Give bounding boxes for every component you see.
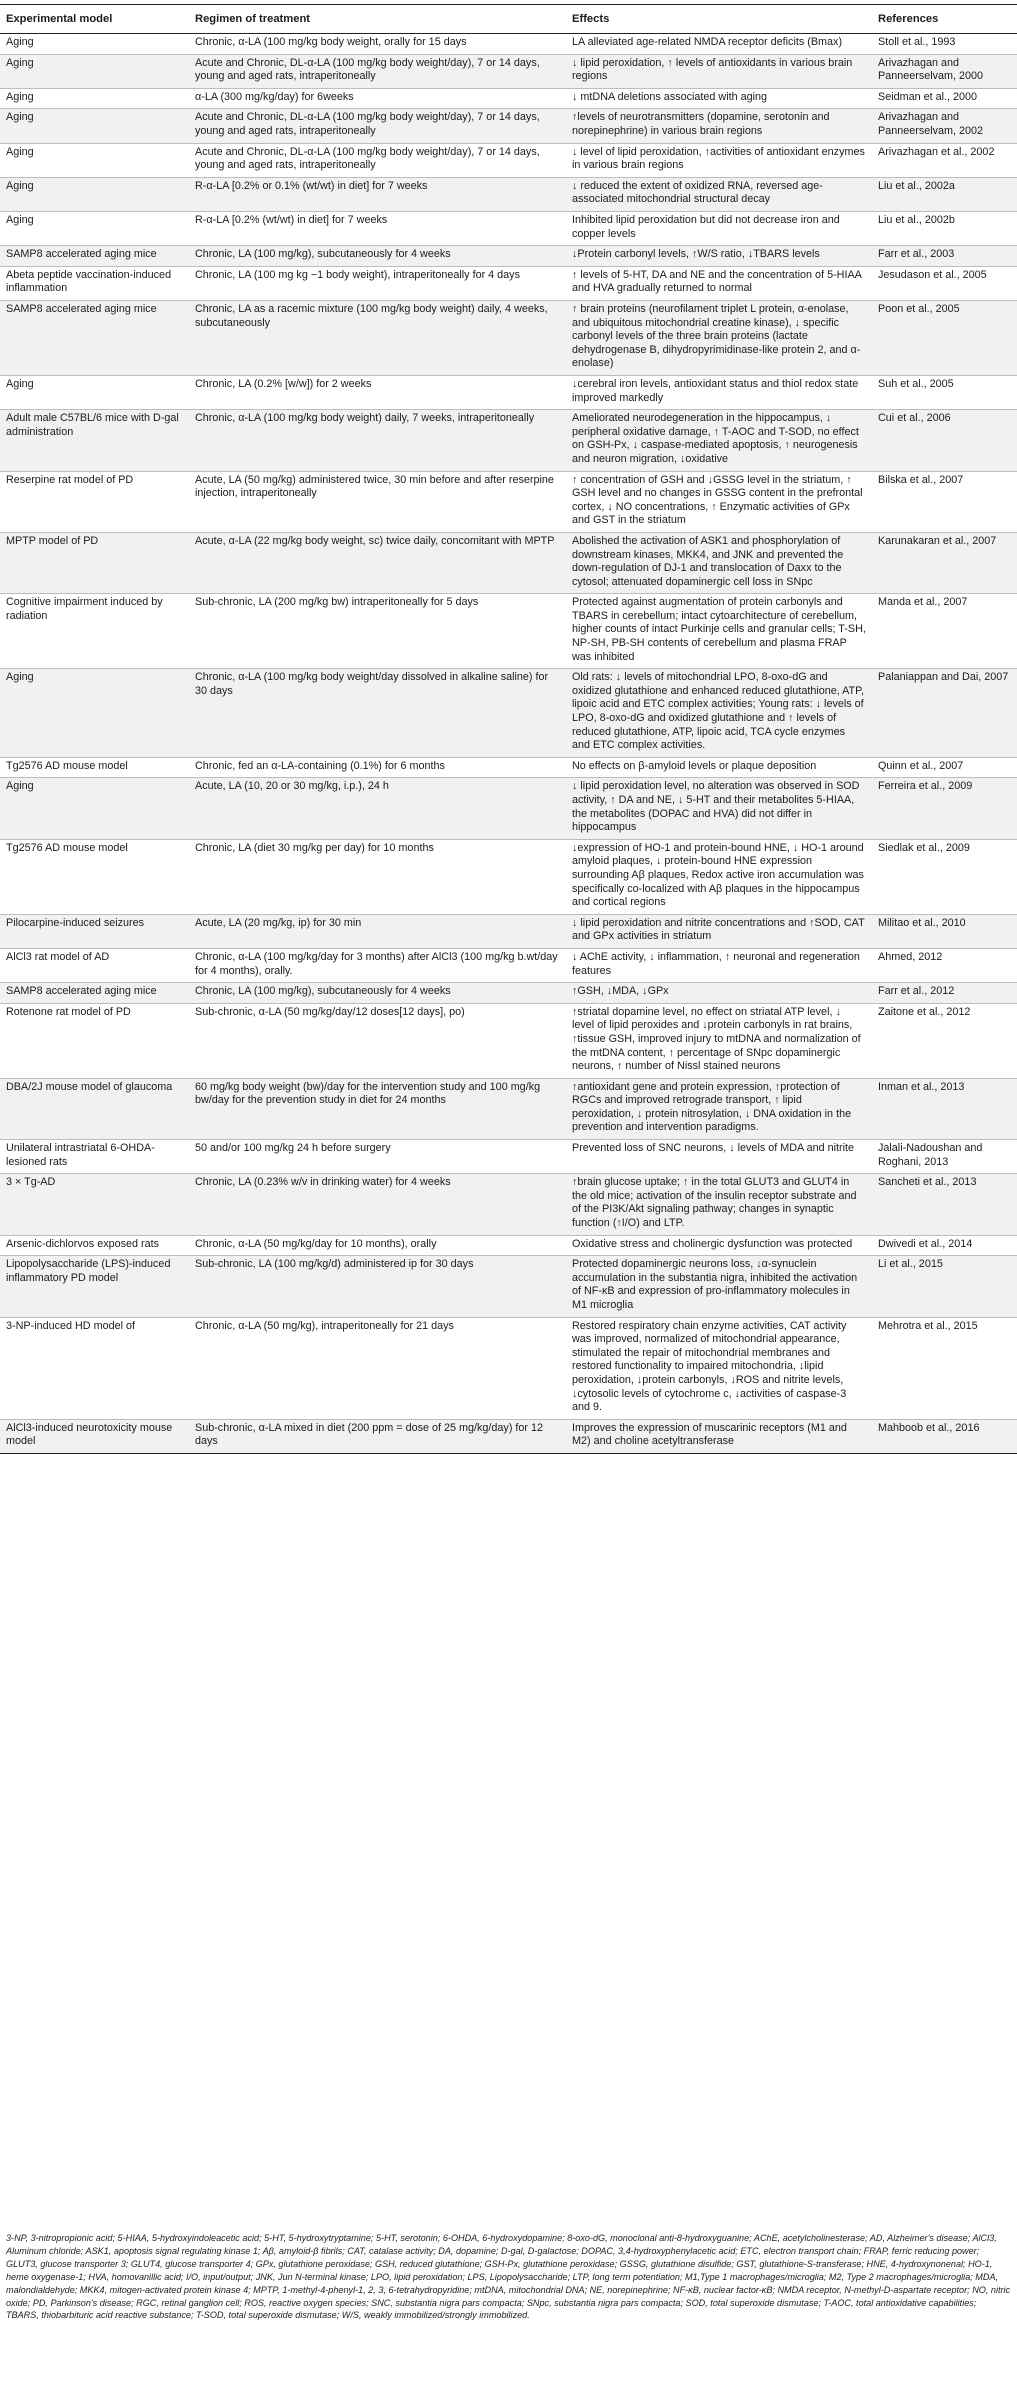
cell-experimental-model: Aging: [0, 177, 189, 211]
cell-experimental-model: Tg2576 AD mouse model: [0, 839, 189, 914]
cell-reference: Ahmed, 2012: [872, 948, 1017, 982]
cell-regimen: Sub-chronic, α-LA mixed in diet (200 ppm = dose of 25 mg/kg/day) for 12 days: [189, 1419, 566, 1453]
table-row: [0, 1003, 1017, 1078]
cell-experimental-model: Aging: [0, 34, 189, 55]
cell-regimen: Chronic, LA (0.2% [w/w]) for 2 weeks: [189, 375, 566, 409]
header-regimen-of-treatment: Regimen of treatment: [189, 5, 566, 34]
cell-effects: ↓cerebral iron levels, antioxidant status and thiol redox state improved markedly: [566, 375, 872, 409]
cell-reference: Inman et al., 2013: [872, 1078, 1017, 1139]
cell-experimental-model: Aging: [0, 54, 189, 88]
cell-effects: ↓ mtDNA deletions associated with aging: [566, 88, 872, 109]
cell-experimental-model: 3 × Tg-AD: [0, 1174, 189, 1235]
cell-effects: ↑striatal dopamine level, no effect on striatal ATP level, ↓ level of lipid peroxides and ↓protein carbonyls in rat brains, ↑tissue GSH, improved injury to mtDNA and normalization of the mtDNA content, ↑ percentage of SNpc dopaminergic neurons, ↑ number of Nissl stained neurons: [566, 1003, 872, 1078]
cell-reference: Dwivedi et al., 2014: [872, 1235, 1017, 1256]
cell-effects: ↑GSH, ↓MDA, ↓GPx: [566, 983, 872, 1004]
data-table: [0, 4, 1017, 1454]
cell-reference: Cui et al., 2006: [872, 410, 1017, 471]
cell-experimental-model: SAMP8 accelerated aging mice: [0, 246, 189, 267]
cell-regimen: Chronic, LA (diet 30 mg/kg per day) for 10 months: [189, 839, 566, 914]
cell-effects: ↑antioxidant gene and protein expression, ↑protection of RGCs and improved retrograde transport, ↑ lipid peroxidation, ↓ protein nitrosylation, ↓ DNA oxidation in the prevention and intervention paradigms.: [566, 1078, 872, 1139]
cell-regimen: R-α-LA [0.2% or 0.1% (wt/wt) in diet] for 7 weeks: [189, 177, 566, 211]
cell-regimen: Chronic, LA as a racemic mixture (100 mg/kg body weight) daily, 4 weeks, subcutaneously: [189, 301, 566, 376]
cell-experimental-model: Rotenone rat model of PD: [0, 1003, 189, 1078]
cell-reference: Jesudason et al., 2005: [872, 266, 1017, 300]
cell-regimen: R-α-LA [0.2% (wt/wt) in diet] for 7 weeks: [189, 212, 566, 246]
cell-reference: Liu et al., 2002b: [872, 212, 1017, 246]
cell-regimen: Acute and Chronic, DL-α-LA (100 mg/kg body weight/day), 7 or 14 days, young and aged rats, intraperitoneally: [189, 109, 566, 143]
table-row: [0, 983, 1017, 1004]
table-row: [0, 1174, 1017, 1235]
table-row: [0, 177, 1017, 211]
table-row: [0, 1317, 1017, 1419]
cell-experimental-model: Pilocarpine-induced seizures: [0, 914, 189, 948]
table-body: [0, 34, 1017, 1454]
cell-regimen: Chronic, fed an α-LA-containing (0.1%) for 6 months: [189, 757, 566, 778]
cell-experimental-model: AlCl3-induced neurotoxicity mouse model: [0, 1419, 189, 1453]
cell-experimental-model: SAMP8 accelerated aging mice: [0, 983, 189, 1004]
cell-experimental-model: Lipopolysaccharide (LPS)-induced inflammatory PD model: [0, 1256, 189, 1317]
cell-experimental-model: DBA/2J mouse model of glaucoma: [0, 1078, 189, 1139]
cell-regimen: Chronic, α-LA (50 mg/kg/day for 10 months), orally: [189, 1235, 566, 1256]
table-row: [0, 143, 1017, 177]
cell-effects: ↑brain glucose uptake; ↑ in the total GLUT3 and GLUT4 in the old mice; activation of the insulin receptor substrate and of the PI3K/Akt signaling pathway; changes in synaptic function (↑I/O) and LTP.: [566, 1174, 872, 1235]
table-row: [0, 839, 1017, 914]
cell-effects: Protected against augmentation of protein carbonyls and TBARS in cerebellum; intact cytoarchitecture of cerebellum, higher counts of intact Purkinje cells and granular cells; T-SH, NP-SH, PB-SH contents of cerebellum and plasma FRAP was inhibited: [566, 594, 872, 669]
cell-regimen: Chronic, LA (100 mg/kg), subcutaneously for 4 weeks: [189, 246, 566, 267]
cell-regimen: Acute, LA (20 mg/kg, ip) for 30 min: [189, 914, 566, 948]
cell-effects: ↓expression of HO-1 and protein-bound HNE, ↓ HO-1 around amyloid plaques, ↓ protein-bound HNE expression surrounding Aβ plaques, Redox active iron accumulation was specifically co-localized with Aβ plaques in the hippocampus and cortical regions: [566, 839, 872, 914]
table-row: [0, 301, 1017, 376]
table-row: [0, 212, 1017, 246]
cell-regimen: Acute, LA (10, 20 or 30 mg/kg, i.p.), 24 h: [189, 778, 566, 839]
cell-effects: ↑ concentration of GSH and ↓GSSG level in the striatum, ↑ GSH level and no changes in GSSG content in the prefrontal cortex, ↓ NO concentrations, ↑ Enzymatic activities of GPx and GST in the striatum: [566, 471, 872, 532]
cell-experimental-model: Abeta peptide vaccination-induced inflammation: [0, 266, 189, 300]
cell-effects: Improves the expression of muscarinic receptors (M1 and M2) and choline acetyltransferase: [566, 1419, 872, 1453]
cell-experimental-model: Aging: [0, 109, 189, 143]
cell-regimen: Chronic, α-LA (100 mg/kg body weight, orally for 15 days: [189, 34, 566, 55]
cell-experimental-model: Aging: [0, 212, 189, 246]
table-row: [0, 410, 1017, 471]
cell-effects: ↑ brain proteins (neurofilament triplet L protein, α-enolase, and ubiquitous mitochondrial creatine kinase), ↓ specific carbonyl levels of the three brain proteins (lactate dehydrogenase B, dihydropyrimidinase-like protein 2, and α-enolase): [566, 301, 872, 376]
cell-reference: Sancheti et al., 2013: [872, 1174, 1017, 1235]
cell-experimental-model: Aging: [0, 669, 189, 758]
cell-reference: Arivazhagan et al., 2002: [872, 143, 1017, 177]
cell-reference: Seidman et al., 2000: [872, 88, 1017, 109]
cell-regimen: Chronic, LA (100 mg/kg), subcutaneously for 4 weeks: [189, 983, 566, 1004]
cell-experimental-model: AlCl3 rat model of AD: [0, 948, 189, 982]
cell-experimental-model: Aging: [0, 88, 189, 109]
cell-regimen: Chronic, α-LA (100 mg/kg/day for 3 months) after AlCl3 (100 mg/kg b.wt/day for 4 months), orally.: [189, 948, 566, 982]
table-row: [0, 1419, 1017, 1453]
cell-effects: LA alleviated age-related NMDA receptor deficits (Bmax): [566, 34, 872, 55]
cell-regimen: α-LA (300 mg/kg/day) for 6weeks: [189, 88, 566, 109]
table-row: [0, 246, 1017, 267]
cell-regimen: Chronic, α-LA (100 mg/kg body weight/day dissolved in alkaline saline) for 30 days: [189, 669, 566, 758]
cell-regimen: Sub-chronic, LA (100 mg/kg/d) administered ip for 30 days: [189, 1256, 566, 1317]
cell-experimental-model: Unilateral intrastriatal 6-OHDA-lesioned rats: [0, 1140, 189, 1174]
cell-reference: Poon et al., 2005: [872, 301, 1017, 376]
cell-experimental-model: Arsenic-dichlorvos exposed rats: [0, 1235, 189, 1256]
cell-regimen: 60 mg/kg body weight (bw)/day for the intervention study and 100 mg/kg bw/day for the prevention study in diet for 24 months: [189, 1078, 566, 1139]
cell-regimen: Sub-chronic, LA (200 mg/kg bw) intraperitoneally for 5 days: [189, 594, 566, 669]
cell-effects: ↓ lipid peroxidation level, no alteration was observed in SOD activity, ↑ DA and NE, ↓ 5-HT and their metabolites 5-HIAA, the metabolites (DOPAC and HVA) did not differ in hippocampus: [566, 778, 872, 839]
cell-effects: ↓ reduced the extent of oxidized RNA, reversed age-associated mitochondrial structural decay: [566, 177, 872, 211]
cell-regimen: Chronic, LA (0.23% w/v in drinking water) for 4 weeks: [189, 1174, 566, 1235]
cell-reference: Arivazhagan and Panneerselvam, 2000: [872, 54, 1017, 88]
cell-effects: ↓ AChE activity, ↓ inflammation, ↑ neuronal and regeneration features: [566, 948, 872, 982]
cell-regimen: Sub-chronic, α-LA (50 mg/kg/day/12 doses[12 days], po): [189, 1003, 566, 1078]
cell-experimental-model: Tg2576 AD mouse model: [0, 757, 189, 778]
cell-effects: ↑ levels of 5-HT, DA and NE and the concentration of 5-HIAA and HVA gradually returned to normal: [566, 266, 872, 300]
table-row: [0, 594, 1017, 669]
cell-reference: Farr et al., 2012: [872, 983, 1017, 1004]
cell-effects: ↓ lipid peroxidation and nitrite concentrations and ↑SOD, CAT and GPx activities in striatum: [566, 914, 872, 948]
cell-regimen: Acute, LA (50 mg/kg) administered twice, 30 min before and after reserpine injection, intraperitoneally: [189, 471, 566, 532]
cell-experimental-model: Aging: [0, 143, 189, 177]
cell-effects: Abolished the activation of ASK1 and phosphorylation of downstream kinases, MKK4, and JNK and prevented the down-regulation of DJ-1 and translocation of Daxx to the cytosol; attenuated dopaminergic cell loss in SNpc: [566, 532, 872, 593]
cell-reference: Mehrotra et al., 2015: [872, 1317, 1017, 1419]
table-row: [0, 109, 1017, 143]
cell-reference: Stoll et al., 1993: [872, 34, 1017, 55]
cell-reference: Militao et al., 2010: [872, 914, 1017, 948]
cell-experimental-model: SAMP8 accelerated aging mice: [0, 301, 189, 376]
table-row: [0, 1140, 1017, 1174]
cell-effects: Old rats: ↓ levels of mitochondrial LPO, 8-oxo-dG and oxidized glutathione and enhanced reduced glutathione, ATP, lipoic acid and ETC complex activities; Young rats: ↓ levels of LPO, 8-oxo-dG and oxidized glutathione and ↑ levels of reduced glutathione, ATP, lipoic acid, TCA cycle enzymes and ETC complex activities.: [566, 669, 872, 758]
table-row: [0, 1235, 1017, 1256]
table-row: [0, 757, 1017, 778]
table-row: [0, 471, 1017, 532]
cell-effects: Protected dopaminergic neurons loss, ↓α-synuclein accumulation in the substantia nigra, inhibited the activation of NF-κB and expression of pro-inflammatory molecules in M1 microglia: [566, 1256, 872, 1317]
cell-experimental-model: Aging: [0, 375, 189, 409]
header-experimental-model: Experimental model: [0, 5, 189, 34]
cell-regimen: Acute and Chronic, DL-α-LA (100 mg/kg body weight/day), 7 or 14 days, young and aged rats, intraperitoneally: [189, 143, 566, 177]
cell-experimental-model: Aging: [0, 778, 189, 839]
table-row: [0, 532, 1017, 593]
cell-experimental-model: MPTP model of PD: [0, 532, 189, 593]
cell-experimental-model: Reserpine rat model of PD: [0, 471, 189, 532]
header-references: References: [872, 5, 1017, 34]
cell-experimental-model: Cognitive impairment induced by radiation: [0, 594, 189, 669]
cell-effects: ↓ lipid peroxidation, ↑ levels of antioxidants in various brain regions: [566, 54, 872, 88]
cell-effects: Oxidative stress and cholinergic dysfunction was protected: [566, 1235, 872, 1256]
table-row: [0, 54, 1017, 88]
cell-regimen: Chronic, LA (100 mg kg −1 body weight), intraperitoneally for 4 days: [189, 266, 566, 300]
cell-reference: Bilska et al., 2007: [872, 471, 1017, 532]
cell-regimen: Chronic, α-LA (100 mg/kg body weight) daily, 7 weeks, intraperitoneally: [189, 410, 566, 471]
cell-effects: No effects on β-amyloid levels or plaque deposition: [566, 757, 872, 778]
cell-effects: ↓Protein carbonyl levels, ↑W/S ratio, ↓TBARS levels: [566, 246, 872, 267]
cell-reference: Mahboob et al., 2016: [872, 1419, 1017, 1453]
table-row: [0, 914, 1017, 948]
table-row: [0, 88, 1017, 109]
cell-reference: Arivazhagan and Panneerselvam, 2002: [872, 109, 1017, 143]
cell-reference: Quinn et al., 2007: [872, 757, 1017, 778]
cell-reference: Liu et al., 2002a: [872, 177, 1017, 211]
cell-reference: Li et al., 2015: [872, 1256, 1017, 1317]
cell-reference: Manda et al., 2007: [872, 594, 1017, 669]
table-row: [0, 34, 1017, 55]
table-header: [0, 5, 1017, 34]
cell-reference: Suh et al., 2005: [872, 375, 1017, 409]
cell-effects: Restored respiratory chain enzyme activities, CAT activity was improved, normalized of mitochondrial appearance, stimulated the repair of mitochondrial membranes and restored functionality to impaired mitochondria, ↓lipid peroxidation, ↓protein carbonyls, ↓ROS and nitrite levels, ↓cytosolic levels of cytochrome c, ↓activities of caspase-3 and 9.: [566, 1317, 872, 1419]
cell-reference: Jalali-Nadoushan and Roghani, 2013: [872, 1140, 1017, 1174]
table-footnote: 3-NP, 3-nitropropionic acid; 5-HIAA, 5-hydroxyindoleacetic acid; 5-HT, 5-hydroxytryptamine; 5-HT, serotonin; 6-OHDA, 6-hydroxydopamine; 8-oxo-dG, monoclonal anti-8-hydroxyguanine; AChE, acetylcholinesterase; AD, Alzheimer's disease; AlCl3, Aluminum chloride; ASK1, apoptosis signal regulating kinase 1; Aβ, amyloid-β fibrils; CAT, catalase activity; DA, dopamine; D-gal, D-galactose; DOPAC, 3,4-hydroxyphenylacetic acid; ETC, electron transport chain; FRAP, ferric reducing power; GLUT3, glucose transporter 3; GLUT4, glucose transporter 4; GPx, glutathione peroxidase; GSH, reduced glutathione; GSH-Px, glutathione peroxidase; GSSG, glutathione disulfide; GST, glutathione-S-transferase; HNE, 4-hydroxynonenal; HO-1, heme oxygenase-1; HVA, homovanillic acid; I/O, input/output; JNK, Jun N-terminal kinase; LPO, lipid peroxidation; LPS, Lipopolysaccharide; LTP, long term potentiation; M1,Type 1 macrophages/microglia; M2, Type 2 macrophages/microglia; MDA, malondialdehyde; MKK4, mitogen-activated protein kinase 4; MPTP, 1-methyl-4-phenyl-1, 2, 3, 6-tetrahydropyridine; mtDNA, mitochondrial DNA; NE, norepinephrine; NF-κB, nuclear factor-κB; NMDA receptor, N-methyl-D-aspartate receptor; NO, nitric oxide; PD, Parkinson's disease; RGC, retinal ganglion cell; ROS, reactive oxygen species; SNC, substantia nigra pars compacta; SNpc, substantia nigra pars compacta; SOD, total superoxide dismutase; T-AOC, total antioxidative capabilities; TBARS, thiobarbituric acid reactive substance; T-SOD, total superoxide dismutase; W/S, weakly immobilized/strongly immobilized.: [6, 2233, 1011, 2321]
cell-reference: Karunakaran et al., 2007: [872, 532, 1017, 593]
table-row: [0, 948, 1017, 982]
cell-reference: Zaitone et al., 2012: [872, 1003, 1017, 1078]
cell-effects: Ameliorated neurodegeneration in the hippocampus, ↓ peripheral oxidative damage, ↑ T-AOC and T-SOD, no effect on GSH-Px, ↓ caspase-mediated apoptosis, ↑ neurogenesis and neuron migration, ↓oxidative: [566, 410, 872, 471]
cell-reference: Farr et al., 2003: [872, 246, 1017, 267]
header-row: [0, 5, 1017, 34]
header-effects: Effects: [566, 5, 872, 34]
table-row: [0, 1256, 1017, 1317]
cell-regimen: Acute, α-LA (22 mg/kg body weight, sc) twice daily, concomitant with MPTP: [189, 532, 566, 593]
table-row: [0, 778, 1017, 839]
table-row: [0, 375, 1017, 409]
cell-regimen: Chronic, α-LA (50 mg/kg), intraperitoneally for 21 days: [189, 1317, 566, 1419]
cell-reference: Palaniappan and Dai, 2007: [872, 669, 1017, 758]
cell-experimental-model: 3-NP-induced HD model of: [0, 1317, 189, 1419]
cell-effects: ↓ level of lipid peroxidation, ↑activities of antioxidant enzymes in various brain regions: [566, 143, 872, 177]
cell-effects: Prevented loss of SNC neurons, ↓ levels of MDA and nitrite: [566, 1140, 872, 1174]
cell-regimen: Acute and Chronic, DL-α-LA (100 mg/kg body weight/day), 7 or 14 days, young and aged rats, intraperitoneally: [189, 54, 566, 88]
cell-effects: ↑levels of neurotransmitters (dopamine, serotonin and norepinephrine) in various brain regions: [566, 109, 872, 143]
cell-experimental-model: Adult male C57BL/6 mice with D-gal administration: [0, 410, 189, 471]
cell-reference: Ferreira et al., 2009: [872, 778, 1017, 839]
cell-reference: Siedlak et al., 2009: [872, 839, 1017, 914]
table-row: [0, 1078, 1017, 1139]
cell-regimen: 50 and/or 100 mg/kg 24 h before surgery: [189, 1140, 566, 1174]
table-row: [0, 669, 1017, 758]
table-row: [0, 266, 1017, 300]
cell-effects: Inhibited lipid peroxidation but did not decrease iron and copper levels: [566, 212, 872, 246]
